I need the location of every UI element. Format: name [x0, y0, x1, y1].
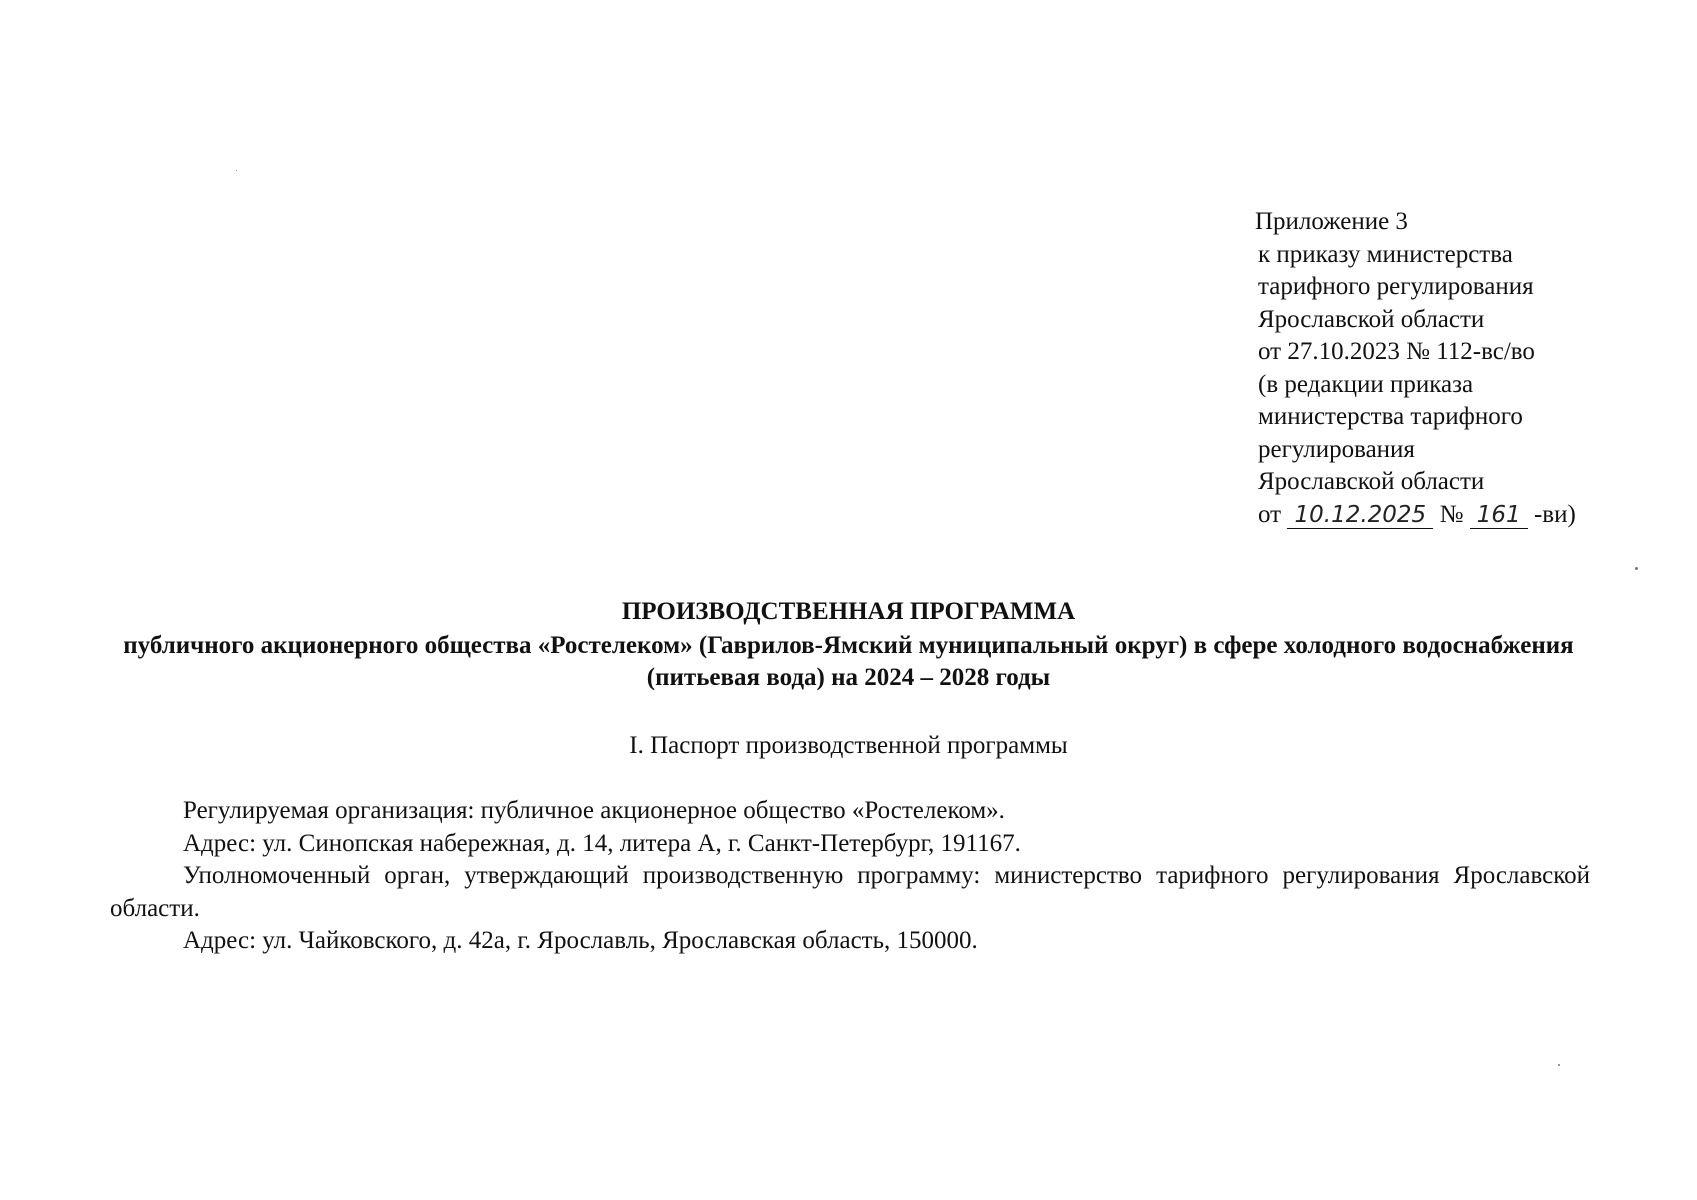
paragraph-authority: Уполномоченный орган, утверждающий производственную программу: министерство тарифного регулирования Ярославской области.	[110, 862, 1590, 922]
appendix-line: Приложение 3	[1255, 208, 1408, 235]
appendix-line: от 27.10.2023 № 112-вс/во	[1258, 338, 1535, 365]
document-title: ПРОИЗВОДСТВЕННАЯ ПРОГРАММА	[621, 598, 1076, 625]
appendix-from-label: от	[1258, 500, 1288, 528]
appendix-line: тарифного регулирования	[1258, 273, 1534, 300]
handwritten-number: 161	[1470, 502, 1528, 529]
appendix-suffix: -ви)	[1527, 500, 1576, 528]
scan-speck	[236, 170, 237, 171]
appendix-line: к приказу министерства	[1258, 240, 1513, 268]
appendix-line: регулирования	[1258, 435, 1415, 463]
paragraph-authority-address: Адрес: ул. Чайковского, д. 42а, г. Ярославль, Ярославская область, 150000.	[183, 927, 978, 954]
scan-speck	[1558, 1064, 1560, 1066]
scan-speck	[1635, 567, 1638, 570]
handwritten-date: 10.12.2025	[1287, 502, 1433, 529]
number-sign: №	[1433, 500, 1470, 528]
appendix-line: (в редакции приказа	[1258, 370, 1474, 398]
paragraph-address: Адрес: ул. Синопская набережная, д. 14, литера А, г. Санкт-Петербург, 191167.	[183, 829, 1021, 857]
section-heading: I. Паспорт производственной программы	[629, 732, 1068, 759]
appendix-line: Ярославской области	[1258, 305, 1485, 333]
appendix-line: министерства тарифного	[1258, 403, 1523, 430]
appendix-block	[1255, 206, 1638, 531]
appendix-line: Ярославской области	[1258, 468, 1485, 495]
passport-body	[110, 795, 1590, 958]
appendix-last-line	[1258, 499, 1638, 532]
document-subtitle: публичного акционерного общества «Ростелеком» (Гаврилов-Ямский муниципальный округ) в сфере холодного водоснабжения (питьевая вода) на 2024 – 2028 годы	[123, 632, 1574, 691]
paragraph-organization: Регулируемая организация: публичное акционерное общество «Ростелеком».	[183, 797, 1005, 824]
